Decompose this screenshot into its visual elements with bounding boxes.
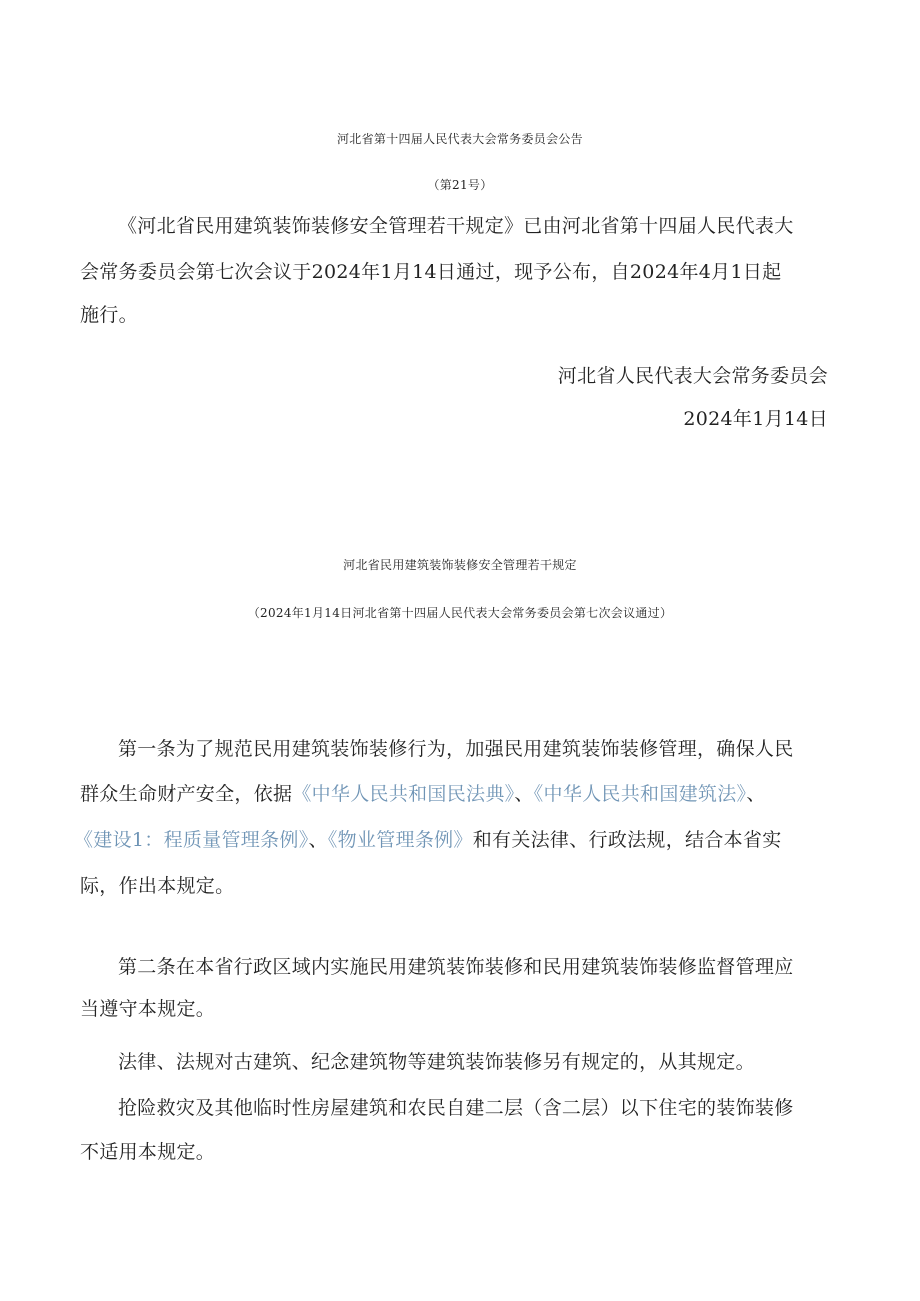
article1-line: 际，作出本规定。	[80, 875, 235, 897]
article1-line	[74, 828, 782, 852]
announcement-body-line: 会常务委员会第七次会议于2024年1月14日通过，现予公布，自2024年4月1日起	[80, 261, 782, 283]
article2-paragraph: 不适用本规定。	[80, 1141, 216, 1163]
article2-paragraph: 法律、法规对古建筑、纪念建筑物等建筑装饰装修另有规定的，从其规定。	[118, 1051, 755, 1073]
announcement-title: 河北省第十四届人民代表大会常务委员会公告	[336, 132, 583, 146]
announcement-date: 2024年1月14日	[683, 408, 828, 430]
construction-law-link[interactable]: 《中华人民共和国建筑法》	[533, 783, 747, 805]
announcement-number: （第21号）	[427, 178, 493, 192]
separator: 、	[746, 783, 766, 805]
announcement-body-line: 施行。	[80, 304, 138, 326]
property-regulation-link[interactable]: 《物业管理条例》	[327, 829, 473, 851]
article1-text: 群众生命财产安全，依据	[80, 783, 293, 805]
regulation-subtitle: （2024年1月14日河北省第十四届人民代表大会常务委员会第七次会议通过）	[247, 606, 673, 620]
announcement-issuer: 河北省人民代表大会常务委员会	[557, 365, 828, 387]
article1-line	[80, 782, 766, 806]
quality-regulation-link[interactable]: 《建设1：程质量管理条例》	[74, 829, 309, 851]
civil-code-link[interactable]: 《中华人民共和国民法典》	[292, 783, 515, 805]
article1-text: 和有关法律、行政法规，结合本省实	[472, 829, 782, 851]
article2-paragraph: 抢险救灾及其他临时性房屋建筑和农民自建二层（含二层）以下住宅的装饰装修	[118, 1097, 794, 1119]
article2-line: 第二条在本省行政区域内实施民用建筑装饰装修和民用建筑装饰装修监督管理应	[118, 956, 794, 978]
announcement-body-line: 《河北省民用建筑装饰装修安全管理若干规定》已由河北省第十四届人民代表大	[118, 215, 794, 237]
article1-line: 第一条为了规范民用建筑装饰装修行为，加强民用建筑装饰装修管理，确保人民	[118, 738, 794, 760]
separator: 、	[308, 829, 328, 851]
separator: 、	[514, 783, 534, 805]
article2-line: 当遵守本规定。	[80, 998, 216, 1020]
regulation-title: 河北省民用建筑装饰装修安全管理若干规定	[343, 558, 577, 572]
